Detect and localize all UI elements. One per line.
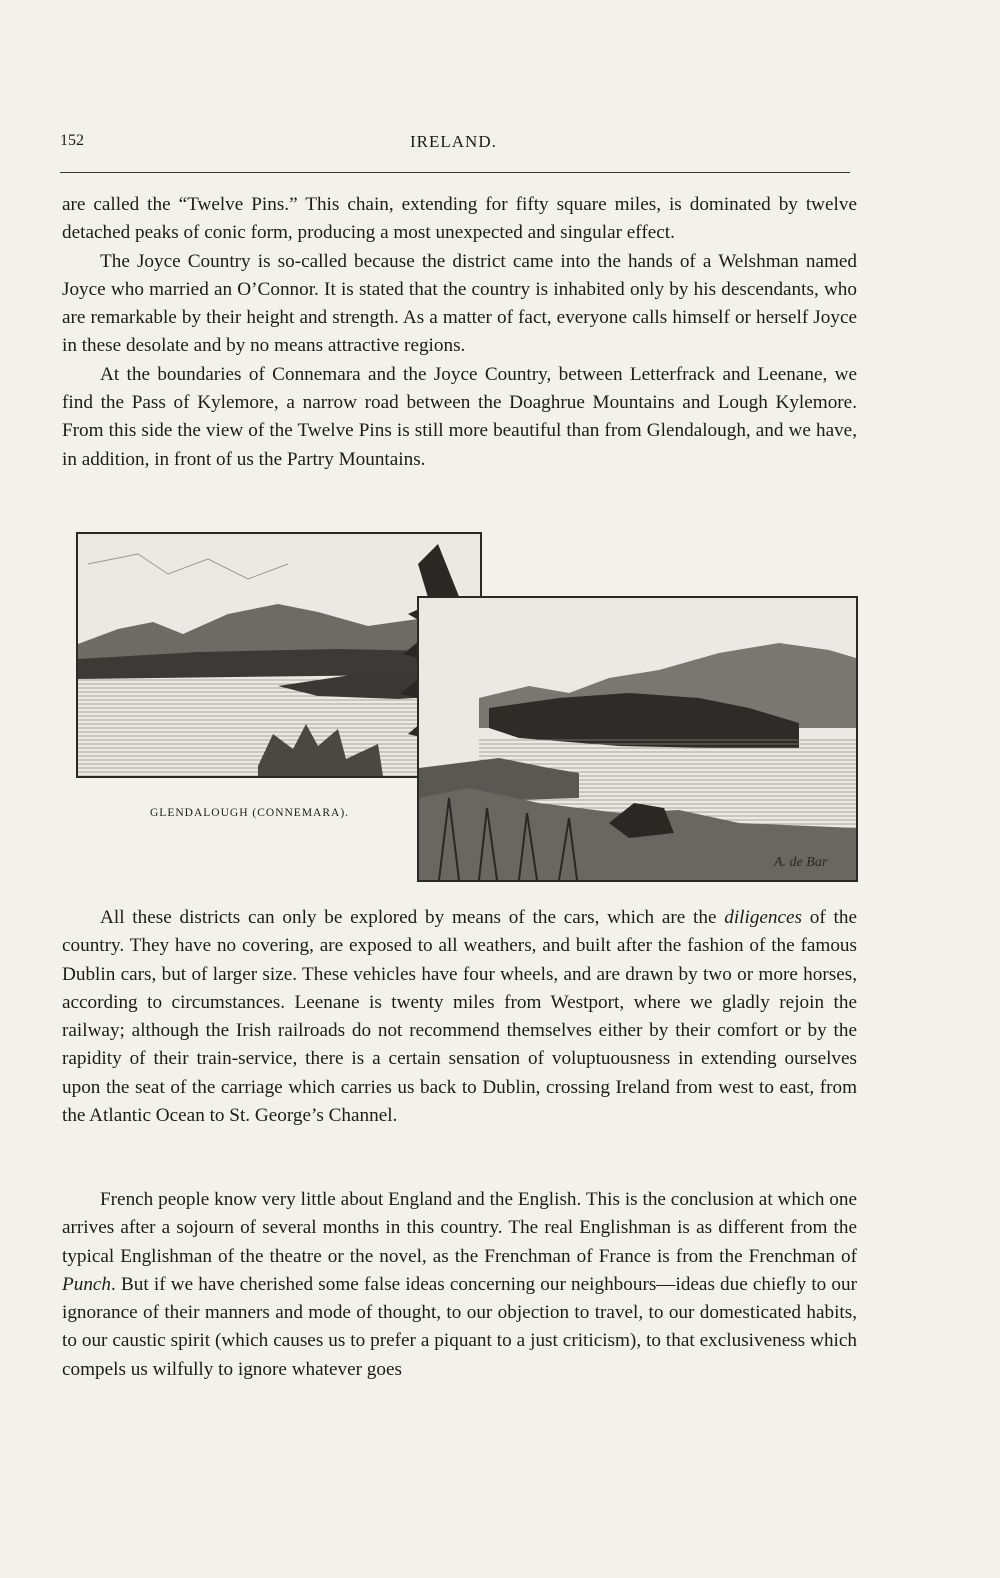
paragraph-cars-part2: of the country. They have no covering, are exposed to all weathers, and built after the fashion of the famous Dublin cars, but of larger size. These vehicles have four wheels, and are drawn by two or more horses, according to circumstances. Leenane is twenty miles from Westport, where we gladly rejoin the railway; although the Irish railroads do not recommend themselves either by their comfort or by the rapidity of their train-service, there is a certain sensation of voluptuousness in extending ourselves upon the seat of the carriage which carries us back to Dublin, crossing Ireland from west to east, from the Atlantic Ocean to St. George’s Channel. [62,907,857,1127]
engraving-right [417,596,858,882]
illustration-caption: GLENDALOUGH (CONNEMARA). [150,807,350,819]
italic-punch: Punch [62,1273,112,1295]
lake-mountain-engraving-right [419,598,856,880]
text-block-middle [62,904,857,1130]
paragraph-twelve-pins: are called the “Twelve Pins.” This chain, extending for fifty square miles, is dominated by twelve detached peaks of conic form, producing a most unexpected and singular effect. [62,194,857,244]
paragraph-cars-part1: All these districts can only be explored by means of the cars, which are the [100,907,725,928]
page-number: 152 [60,132,84,149]
paragraph-joyce-country: The Joyce Country is so-called because the district came into the hands of a Welshman named Joyce who married an O’Connor. It is stated that the country is inhabited only by his descendants, who are remarkable by their height and strength. As a matter of fact, everyone calls himself or herself Joyce in these desolate and by no means attractive regions. [62,250,857,357]
paragraph-english-part1: French people know very little about England and the English. This is the conclusion at which one arrives after a sojourn of several months in this country. The real Englishman is as different from the typical Englishman of the theatre or the novel, as the Frenchman of France is from the Frenchman of [62,1189,857,1267]
text-block-top [62,191,857,474]
italic-diligences: diligences [724,907,803,928]
paragraph-english-part2: . But if we have cherished some false ideas concerning our neighbours—ideas due chiefly to our ignorance of their manners and mode of thought, to our objection to travel, to our domesticated habits, to our caustic spirit (which causes us to prefer a piquant to a just criticism), to that exclusiveness which compels us wilfully to ignore whatever goes [62,1273,857,1380]
text-block-bottom [62,1186,857,1384]
paragraph-pass-of-kylemore: At the boundaries of Connemara and the Joyce Country, between Letterfrack and Leenane, we find the Pass of Kylemore, a narrow road between the Doaghrue Mountains and Lough Kylemore. From this side the view of the Twelve Pins is still more beautiful than from Glendalough, and we have, in addition, in front of us the Partry Mountains. [62,363,857,470]
running-head [60,132,850,156]
paragraph-english [62,1186,857,1384]
header-rule [60,172,850,173]
artist-signature: A. de Bar [774,855,828,870]
paragraph-cars [62,904,857,1130]
running-title: IRELAND. [410,132,497,151]
